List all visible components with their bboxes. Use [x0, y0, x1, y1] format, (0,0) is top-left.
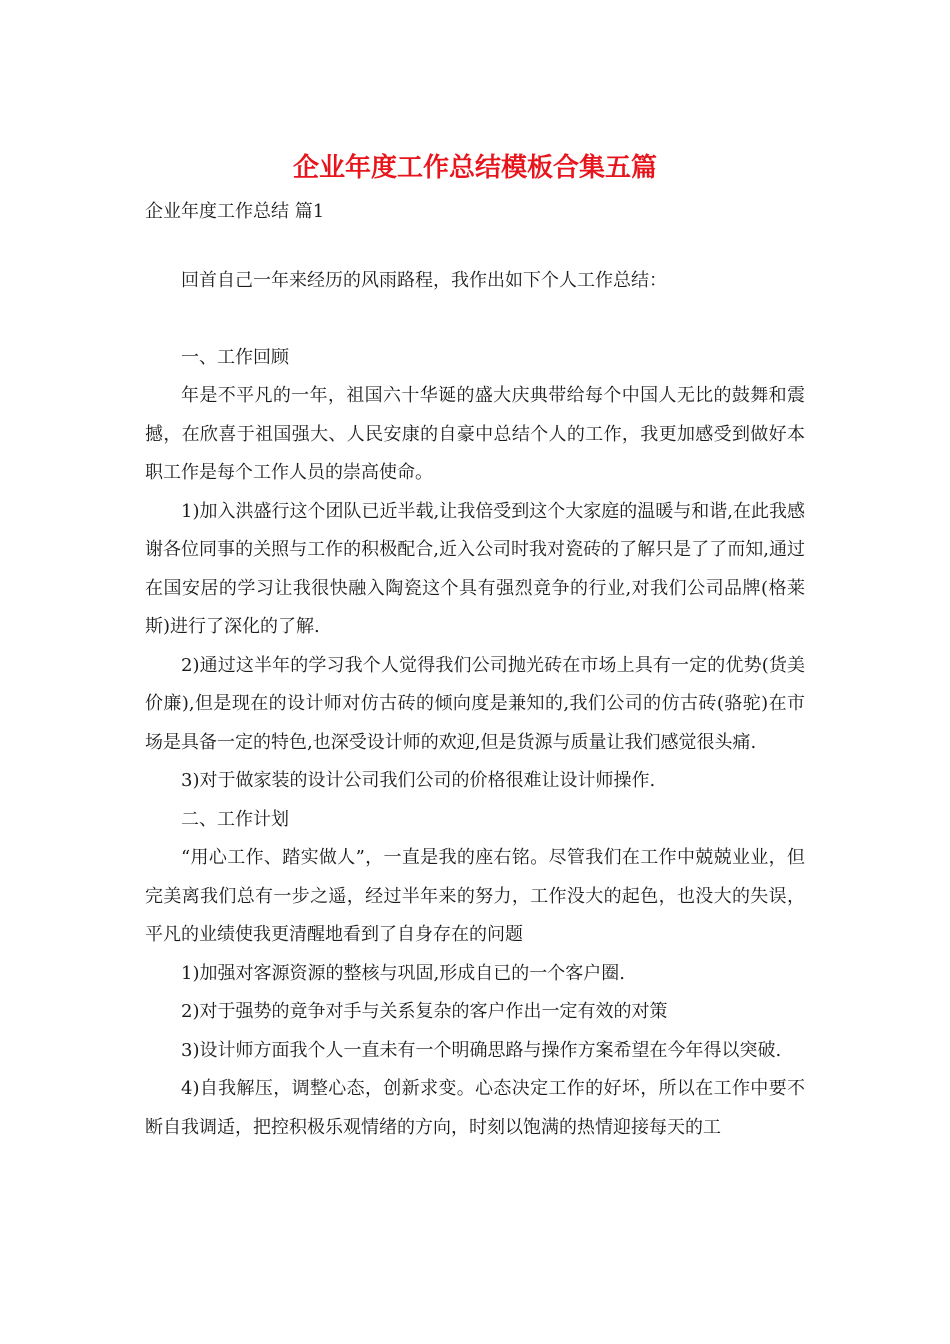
- paragraph: 4)自我解压，调整心态，创新求变。心态决定工作的好坏，所以在工作中要不断自我调适，把控积极乐观情绪的方向，时刻以饱满的热情迎接每天的工: [145, 1078, 805, 1138]
- document-title: 企业年度工作总结模板合集五篇: [292, 153, 657, 183]
- heading-work-plan: 二、工作计划: [181, 808, 289, 830]
- heading-work-review: 一、工作回顾: [181, 346, 289, 368]
- document-body: [145, 262, 805, 1147]
- paragraph: 1)加强对客源资源的整核与巩固,形成自已的一个客户圈.: [181, 962, 625, 984]
- paragraph: 年是不平凡的一年，祖国六十华诞的盛大庆典带给每个中国人无比的鼓舞和震撼，在欣喜于祖国强大、人民安康的自豪中总结个人的工作，我更加感受到做好本职工作是每个工作人员的崇高使命。: [145, 385, 805, 483]
- section-heading: 企业年度工作总结 篇1: [145, 201, 325, 222]
- intro-paragraph: 回首自己一年来经历的风雨路程，我作出如下个人工作总结：: [181, 270, 667, 291]
- paragraph: 2)对于强势的竟争对手与关系复杂的客户作出一定有效的对策: [181, 1001, 668, 1022]
- paragraph: 3)对于做家装的设计公司我们公司的价格很难让设计师操作.: [181, 770, 656, 791]
- paragraph: “用心工作、踏实做人”，一直是我的座右铭。尽管我们在工作中兢兢业业，但完美离我们总有一步之遥，经过半年来的努力，工作没大的起色，也没大的失误，平凡的业绩使我更清醒地看到了自身存在的问题: [145, 847, 805, 945]
- paragraph: 3)设计师方面我个人一直未有一个明确思路与操作方案希望在今年得以突破.: [181, 1039, 782, 1061]
- paragraph: 1)加入洪盛行这个团队已近半载,让我倍受到这个大家庭的温暖与和谐,在此我感谢各位同事的关照与工作的积极配合,近入公司时我对瓷砖的了解只是了了而知,通过在国安居的学习让我很快融入陶瓷这个具有强烈竟争的行业,对我们公司品牌(格莱斯)进行了深化的了解.: [145, 500, 805, 637]
- paragraph: 2)通过这半年的学习我个人觉得我们公司抛光砖在市场上具有一定的优势(货美价廉),但是现在的设计师对仿古砖的倾向度是兼知的,我们公司的仿古砖(骆驼)在市场是具备一定的特色,也深受设计师的欢迎,但是货源与质量让我们感觉很头痛.: [145, 654, 805, 753]
